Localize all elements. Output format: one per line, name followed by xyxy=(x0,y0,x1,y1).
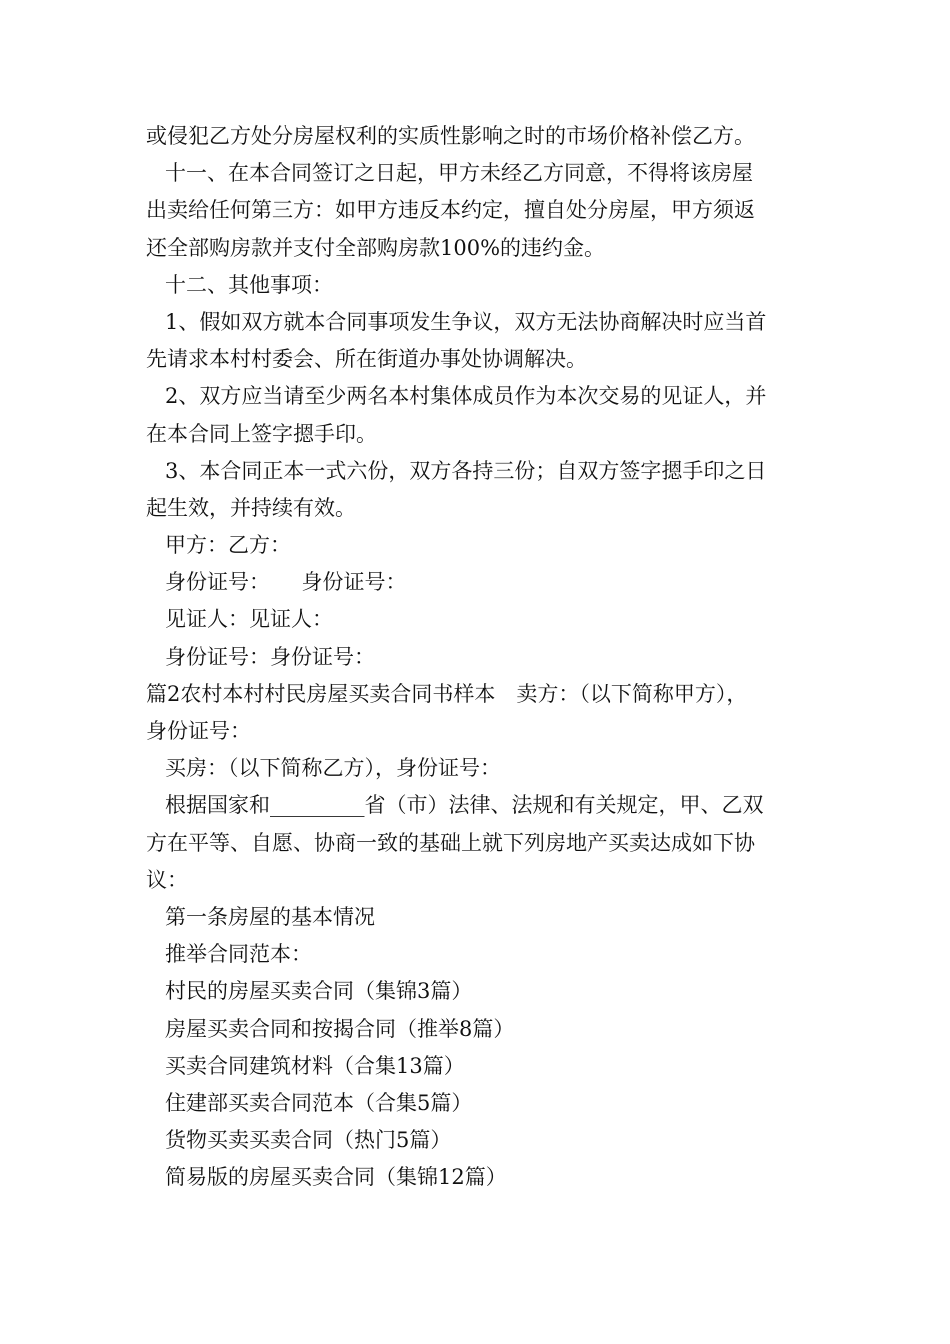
recommend-link[interactable]: 村民的房屋买卖合同（集锦3篇） xyxy=(165,979,473,1004)
text-line: 十一、在本合同签订之日起，甲方未经乙方同意，不得将该房屋 xyxy=(165,161,753,186)
text-line: 根据国家和_________省（市）法律、法规和有关规定，甲、乙双 xyxy=(165,793,764,818)
text-line: 先请求本村村委会、所在街道办事处协调解决。 xyxy=(146,347,587,372)
text-line: 身份证号： 身份证号： xyxy=(165,570,407,595)
text-line: 身份证号：身份证号： xyxy=(165,644,375,669)
text-line: 出卖给任何第三方：如甲方违反本约定，擅自处分房屋，甲方须返 xyxy=(146,198,755,223)
text-line: 或侵犯乙方处分房屋权利的实质性影响之时的市场价格补偿乙方。 xyxy=(146,124,755,148)
text-line: 身份证号： xyxy=(146,719,251,743)
document-page xyxy=(146,118,826,1196)
text-line: 方在平等、自愿、协商一致的基础上就下列房地产买卖达成如下协 xyxy=(146,830,755,855)
text-line: 议： xyxy=(146,867,188,892)
text-line: 十二、其他事项： xyxy=(165,272,333,297)
text-line: 起生效，并持续有效。 xyxy=(146,495,356,520)
text-line: 还全部购房款并支付全部购房款100%的违约金。 xyxy=(146,235,606,260)
text-line: 篇2农村本村村民房屋买卖合同书样本 卖方：（以下简称甲方）， xyxy=(146,681,748,706)
text-line: 第一条房屋的基本情况 xyxy=(165,904,375,929)
recommend-link[interactable]: 房屋买卖合同和按揭合同（推举8篇） xyxy=(165,1016,515,1041)
text-line: 2、双方应当请至少两名本村集体成员作为本次交易的见证人，并 xyxy=(165,384,767,409)
document-body xyxy=(146,118,826,936)
text-line: 1、假如双方就本合同事项发生争议，双方无法协商解决时应当首 xyxy=(165,309,767,334)
recommend-heading: 推举合同范本： xyxy=(165,942,312,967)
recommend-link[interactable]: 货物买卖买卖合同（热门5篇） xyxy=(165,1128,452,1153)
recommend-link[interactable]: 简易版的房屋买卖合同（集锦12篇） xyxy=(165,1165,507,1190)
text-line: 见证人：见证人： xyxy=(165,607,333,632)
text-line: 3、本合同正本一式六份，双方各持三份；自双方签字摁手印之日 xyxy=(165,458,767,483)
recommend-link[interactable]: 买卖合同建筑材料（合集13篇） xyxy=(165,1053,465,1078)
recommend-link[interactable]: 住建部买卖合同范本（合集5篇） xyxy=(165,1090,473,1115)
text-line: 在本合同上签字摁手印。 xyxy=(146,421,377,446)
text-line: 甲方：乙方： xyxy=(165,533,291,558)
recommend-list xyxy=(146,973,826,1196)
text-line: 买房：（以下简称乙方），身份证号： xyxy=(165,756,501,781)
